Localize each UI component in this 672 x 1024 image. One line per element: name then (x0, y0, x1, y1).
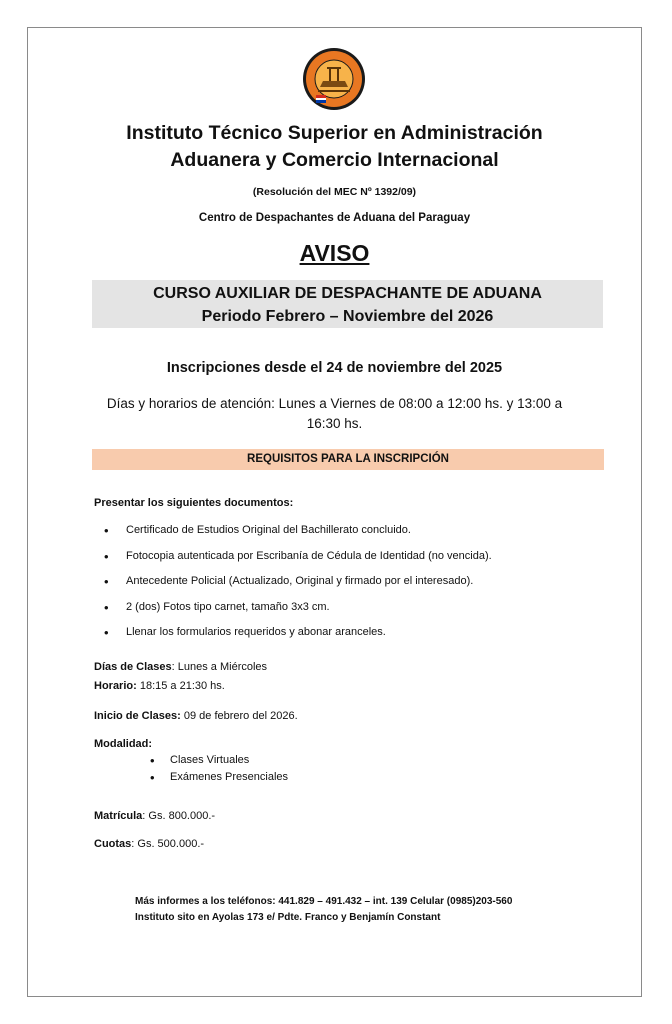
list-item: • Llenar los formularios requeridos y abonar aranceles. (104, 626, 492, 652)
list-item: • Certificado de Estudios Original del Bachillerato concluido. (104, 524, 492, 550)
list-item: • Clases Virtuales (150, 754, 288, 771)
modality-label: Modalidad: (94, 738, 153, 750)
installments-value: : Gs. 500.000.- (131, 838, 205, 850)
class-time-value: 18:15 a 21:30 hs. (136, 680, 225, 692)
installments (94, 838, 204, 850)
office-hours-line2: 16:30 hs. (306, 416, 363, 431)
office-hours (28, 394, 641, 434)
course-period: Periodo Febrero – Noviembre del 2026 (201, 308, 494, 325)
requirements-list (104, 524, 492, 652)
requirements-intro: Presentar los siguientes documentos: (94, 497, 294, 509)
class-days-label: Días de Clases (94, 661, 172, 673)
class-start-value: 09 de febrero del 2026. (180, 710, 298, 722)
class-start-label: Inicio de Clases: (94, 710, 181, 722)
footer-address: Instituto sito en Ayolas 173 e/ Pdte. Franco y Benjamín Constant (135, 912, 441, 923)
enrollment-fee-value: : Gs. 800.000.- (142, 810, 216, 822)
class-days (94, 661, 267, 673)
institute-title-line1: Instituto Técnico Superior en Administración (126, 122, 543, 144)
resolution-text: (Resolución del MEC Nº 1392/09) (252, 186, 417, 198)
list-item: • 2 (dos) Fotos tipo carnet, tamaño 3x3 cm. (104, 601, 492, 627)
institute-title-line2: Aduanera y Comercio Internacional (170, 149, 499, 171)
document-page (27, 27, 642, 997)
course-banner (92, 280, 603, 328)
list-item: • Fotocopia autenticada por Escribanía de Cédula de Identidad (no vencida). (104, 550, 492, 576)
notice-heading: AVISO (299, 240, 370, 266)
center-name: Centro de Despachantes de Aduana del Paraguay (198, 212, 471, 224)
enrollment-fee-label: Matrícula (94, 810, 143, 822)
institute-seal-icon (302, 47, 366, 111)
class-time-label: Horario: (94, 680, 137, 692)
class-start (94, 710, 298, 722)
installments-label: Cuotas (94, 838, 132, 850)
enrollment-date: Inscripciones desde el 24 de noviembre del 2025 (166, 360, 503, 376)
institute-title (28, 120, 641, 174)
course-title: CURSO AUXILIAR DE DESPACHANTE DE ADUANA (153, 285, 542, 302)
footer-phones: Más informes a los teléfonos: 441.829 – 491.432 – int. 139 Celular (0985)203-560 (135, 896, 513, 907)
enrollment-fee (94, 810, 215, 822)
list-item: • Antecedente Policial (Actualizado, Original y firmado por el interesado). (104, 575, 492, 601)
list-item: • Exámenes Presenciales (150, 771, 288, 788)
class-time (94, 680, 225, 692)
class-days-value: : Lunes a Miércoles (171, 661, 268, 673)
requirements-heading: REQUISITOS PARA LA INSCRIPCIÓN (92, 449, 604, 470)
office-hours-line1: Días y horarios de atención: Lunes a Viernes de 08:00 a 12:00 hs. y 13:00 a (106, 396, 563, 411)
modality-list (150, 754, 288, 788)
modality (94, 738, 152, 750)
